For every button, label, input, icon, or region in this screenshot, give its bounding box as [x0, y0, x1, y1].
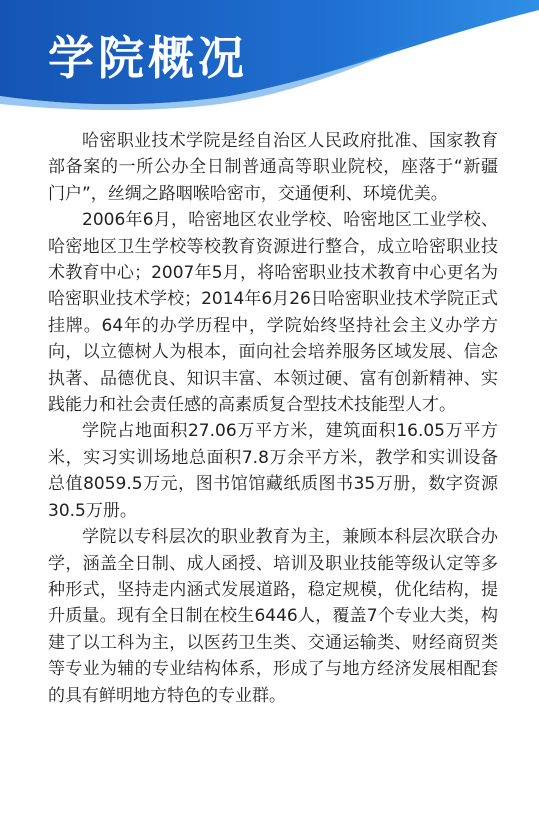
header-banner [0, 0, 539, 110]
page-title: 学院概况 [48, 31, 248, 85]
paragraph-facilities: 学院占地面积27.06万平方米，建筑面积16.05万平方米，实习实训场地总面积7.8万余平方米，教学和实训设备总值8059.5万元，图书馆馆藏纸质图书35万册，数字资源30.5万册。 [48, 421, 498, 521]
paragraph-programs: 学院以专科层次的职业教育为主，兼顾本科层次联合办学，涵盖全日制、成人函授、培训及职业技能等级认定等多种形式，坚持走内涵式发展道路，稳定规模，优化结构，提升质量。现有全日制在校生6446人，覆盖7个专业大类，构建了以工科为主，以医药卫生类、交通运输类、财经商贸类等专业为辅的专业结构体系，形成了与地方经济发展相配套的具有鲜明地方特色的专业群。 [48, 527, 498, 706]
intro-content [48, 128, 498, 709]
paragraph-overview: 哈密职业技术学院是经自治区人民政府批准、国家教育部备案的一所公办全日制普通高等职业院校，座落于“新疆门户”，丝绸之路咽喉哈密市，交通便利、环境优美。 [48, 131, 498, 204]
paragraph-history: 2006年6月，哈密地区农业学校、哈密地区工业学校、哈密地区卫生学校等校教育资源进行整合，成立哈密职业技术教育中心；2007年5月，将哈密职业技术教育中心更名为哈密职业技术学校；2014年6月26日哈密职业技术学院正式挂牌。64年的办学历程中，学院始终坚持社会主义办学方向，以立德树人为根本，面向社会培养服务区域发展、信念执著、品德优良、知识丰富、本领过硬、富有创新精神、实践能力和社会责任感的高素质复合型技术技能型人才。 [48, 210, 498, 416]
